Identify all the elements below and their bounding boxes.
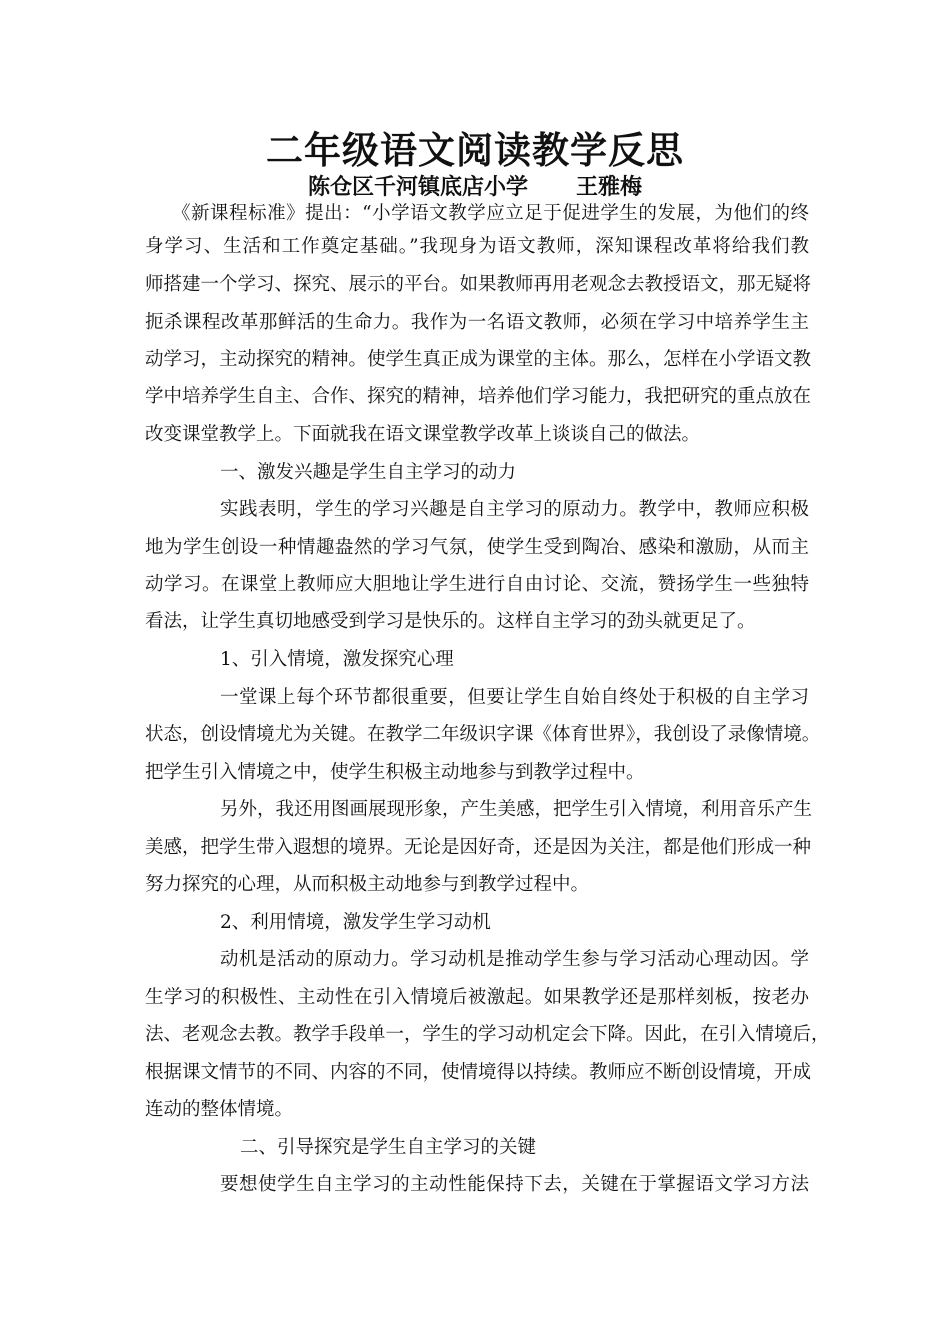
body-line: 一堂课上每个环节都很重要，但要让学生自始自终处于积极的自主学习 [220, 687, 809, 708]
body-line: 师搭建一个学习、探究、展示的平台。如果教师再用老观念去教授语文，那无疑将 [145, 274, 812, 295]
body-line: 地为学生创设一种情趣盎然的学习气氛，使学生受到陶冶、感染和激励，从而主 [145, 537, 809, 558]
document-author [0, 172, 950, 202]
body-line: 动学习，主动探究的精神。使学生真正成为课堂的主体。那么，怎样在小学语文教 [145, 349, 812, 370]
body-line: 实践表明，学生的学习兴趣是自主学习的原动力。教学中，教师应积极 [220, 499, 809, 520]
body-line: 根据课文情节的不同、内容的不同，使情境得以持续。教师应不断创设情境，开成 [145, 1062, 812, 1083]
body-line: 努力探究的心理，从而积极主动地参与到教学过程中。 [145, 874, 590, 895]
subsection-heading: 2、利用情境，激发学生学习动机 [220, 912, 491, 933]
body-line: 把学生引入情境之中，使学生积极主动地参与到教学过程中。 [145, 762, 645, 783]
section-heading: 一、激发兴趣是学生自主学习的动力 [220, 462, 517, 483]
body-line: 要想使学生自主学习的主动性能保持下去，关键在于掌握语文学习方法 [220, 1174, 809, 1195]
body-line: 《新课程标准》提出：“小学语文教学应立足于促进学生的发展，为他们的终 [172, 203, 809, 224]
body-line: 状态，创设情境尤为关键。在教学二年级识字课《体育世界》，我创设了录像情境。 [145, 724, 821, 745]
body-line: 看法，让学生真切地感受到学习是快乐的。这样自主学习的劲头就更足了。 [145, 611, 756, 632]
body-line: 动学习。在课堂上教师应大胆地让学生进行自由讨论、交流，赞扬学生一些独特 [145, 574, 809, 595]
section-heading: 二、引导探究是学生自主学习的关键 [240, 1137, 537, 1158]
author-school: 陈仓区千河镇底店小学 [307, 174, 528, 200]
subsection-heading: 1、引入情境，激发探究心理 [220, 649, 454, 670]
document-title: 二年级语文阅读教学反思 [266, 128, 684, 172]
body-line: 学中培养学生自主、合作、探究的精神，培养他们学习能力，我把研究的重点放在 [145, 386, 812, 407]
body-line: 扼杀课程改革那鲜活的生命力。我作为一名语文教师，必须在学习中培养学生主 [145, 312, 809, 333]
body-line: 生学习的积极性、主动性在引入情境后被激起。如果教学还是那样刻板，按老办 [145, 987, 809, 1008]
body-line: 美感，把学生带入遐想的境界。无论是因好奇，还是因为关注，都是他们形成一种 [145, 837, 812, 858]
body-line: 法、老观念去教。教学手段单一，学生的学习动机定会下降。因此，在引入情境后， [145, 1024, 830, 1045]
body-line: 连动的整体情境。 [145, 1099, 294, 1120]
body-line: 动机是活动的原动力。学习动机是推动学生参与学习活动心理动因。学 [220, 949, 809, 970]
author-name: 王雅梅 [576, 174, 643, 200]
body-line: 身学习、生活和工作奠定基础。”我现身为语文教师，深知课程改革将给我们教 [145, 236, 809, 257]
body-line: 改变课堂教学上。下面就我在语文课堂教学改革上谈谈自己的做法。 [145, 424, 701, 445]
body-line: 另外，我还用图画展现形象，产生美感，把学生引入情境，利用音乐产生 [220, 799, 813, 820]
